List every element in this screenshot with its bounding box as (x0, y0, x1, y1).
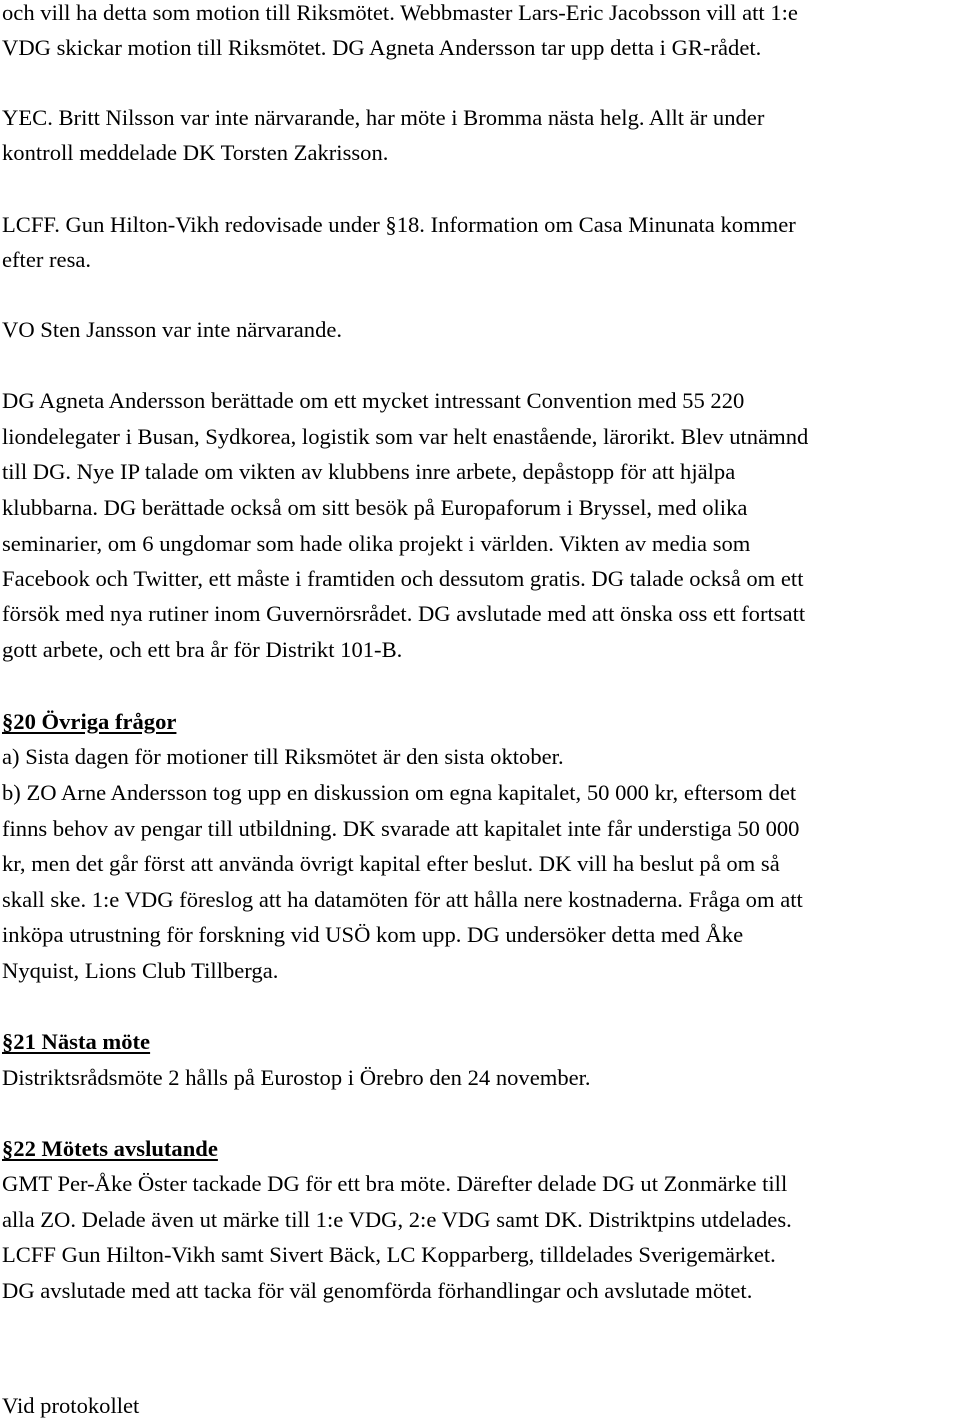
text-line: DG avslutade med att tacka för väl genomförda förhandlingar och avslutade mötet. (2, 1278, 753, 1303)
text-line: gott arbete, och ett bra år för Distrikt 101-B. (2, 637, 403, 662)
text-line: Nyquist, Lions Club Tillberga. (2, 958, 279, 983)
text-line: liondelegater i Busan, Sydkorea, logistik som var helt enastående, lärorikt. Blev utnämnd (2, 424, 809, 449)
text-line: Distriktsrådsmöte 2 hålls på Eurostop i Örebro den 24 november. (2, 1065, 591, 1090)
section-heading: §21 Nästa möte (2, 1029, 151, 1054)
text-line: försök med nya rutiner inom Guvernörsrådet. DG avslutade med att önska oss ett fortsatt (2, 601, 806, 626)
text-line: finns behov av pengar till utbildning. DK svarade att kapitalet inte får understiga 50 000 (2, 816, 800, 841)
text-line: skall ske. 1:e VDG föreslog att ha datamöten för att hålla nere kostnaderna. Fråga om att (2, 887, 803, 912)
signature-label: Vid protokollet (2, 1393, 140, 1418)
text-line: LCFF. Gun Hilton-Vikh redovisade under §18. Information om Casa Minunata kommer (2, 212, 796, 237)
text-line: kr, men det går först att använda övrigt kapital efter beslut. DK vill ha beslut på om så (2, 851, 780, 876)
text-line: VO Sten Jansson var inte närvarande. (2, 317, 343, 342)
text-line: och vill ha detta som motion till Riksmötet. Webbmaster Lars-Eric Jacobsson vill att 1:e (2, 0, 798, 25)
text-line: alla ZO. Delade även ut märke till 1:e VDG, 2:e VDG samt DK. Distriktpins utdelades. (2, 1207, 792, 1232)
text-line: GMT Per-Åke Öster tackade DG för ett bra möte. Därefter delade DG ut Zonmärke till (2, 1171, 788, 1196)
text-line: efter resa. (2, 247, 92, 272)
text-line: b) ZO Arne Andersson tog upp en diskussion om egna kapitalet, 50 000 kr, eftersom det (2, 780, 797, 805)
text-line: till DG. Nye IP talade om vikten av klubbens inre arbete, depåstopp för att hjälpa (2, 459, 736, 484)
text-line: LCFF Gun Hilton-Vikh samt Sivert Bäck, LC Kopparberg, tilldelades Sverigemärket. (2, 1242, 776, 1267)
text-line: Facebook och Twitter, ett måste i framtiden och dessutom gratis. DG talade också om ett (2, 566, 804, 591)
text-line: DG Agneta Andersson berättade om ett mycket intressant Convention med 55 220 (2, 388, 745, 413)
text-line: kontroll meddelade DK Torsten Zakrisson. (2, 140, 389, 165)
text-line: a) Sista dagen för motioner till Riksmötet är den sista oktober. (2, 744, 564, 769)
text-line: VDG skickar motion till Riksmötet. DG Agneta Andersson tar upp detta i GR-rådet. (2, 35, 762, 60)
section-heading: §20 Övriga frågor (2, 709, 177, 734)
text-line: klubbarna. DG berättade också om sitt besök på Europaforum i Bryssel, med olika (2, 495, 748, 520)
section-heading: §22 Mötets avslutande (2, 1136, 218, 1161)
text-line: inköpa utrustning för forskning vid USÖ kom upp. DG undersöker detta med Åke (2, 922, 744, 947)
text-line: seminarier, om 6 ungdomar som hade olika projekt i världen. Vikten av media som (2, 531, 751, 556)
text-line: YEC. Britt Nilsson var inte närvarande, har möte i Bromma nästa helg. Allt är under (2, 105, 765, 130)
